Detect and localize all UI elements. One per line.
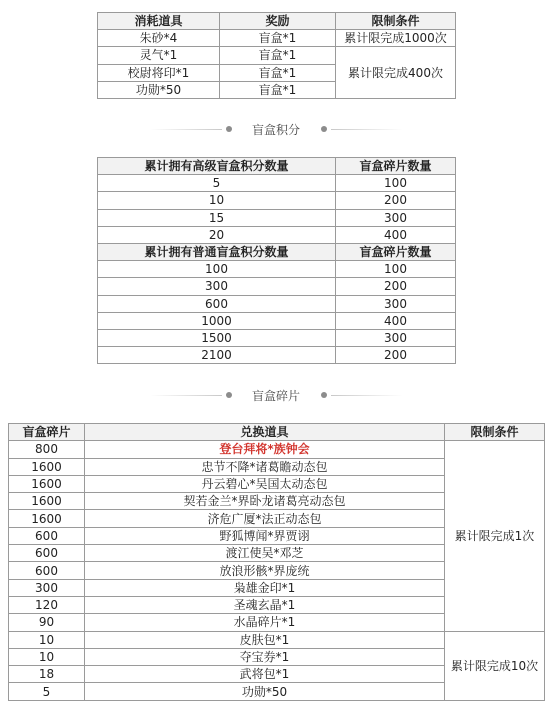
exchange-item-cell: 放浪形骸*界庞统 <box>85 562 445 579</box>
points-cell: 2100 <box>98 347 336 364</box>
fragment-cell: 200 <box>336 347 456 364</box>
divider-dot-icon <box>321 392 327 398</box>
header-limit: 限制条件 <box>336 13 456 30</box>
fragment-cell: 400 <box>336 226 456 243</box>
divider-line-left <box>150 395 222 396</box>
consume-reward-table <box>97 12 456 99</box>
fragment-cell: 200 <box>336 278 456 295</box>
cost-cell: 1600 <box>9 493 85 510</box>
divider-line-right <box>331 395 403 396</box>
header-fragment-count: 盲盒碎片数量 <box>336 158 456 175</box>
header-advanced-points: 累计拥有高级盲盒积分数量 <box>98 158 336 175</box>
points-cell: 300 <box>98 278 336 295</box>
header-fragment-count: 盲盒碎片数量 <box>336 243 456 260</box>
exchange-item-cell: 济危广厦*法正动态包 <box>85 510 445 527</box>
table-row <box>98 209 456 226</box>
fragment-cell: 300 <box>336 209 456 226</box>
section-divider-fragments <box>0 386 551 406</box>
fragment-cell: 300 <box>336 329 456 346</box>
table-row <box>98 278 456 295</box>
consume-item-cell: 朱砂*4 <box>98 30 220 47</box>
header-normal-points: 累计拥有普通盲盒积分数量 <box>98 243 336 260</box>
section-title: 盲盒积分 <box>251 123 300 137</box>
exchange-item-cell: 圣魂玄晶*1 <box>85 596 445 613</box>
exchange-item-cell: 渡江使吴*邓芝 <box>85 545 445 562</box>
reward-cell: 盲盒*1 <box>220 30 336 47</box>
points-cell: 600 <box>98 295 336 312</box>
consume-item-cell: 功勋*50 <box>98 81 220 98</box>
consume-item-cell: 校尉将印*1 <box>98 64 220 81</box>
exchange-item-cell: 契若金兰*界卧龙诸葛亮动态包 <box>85 493 445 510</box>
consume-item-cell: 灵气*1 <box>98 47 220 64</box>
divider-line-left <box>150 129 222 130</box>
exchange-item-cell: 枭雄金印*1 <box>85 579 445 596</box>
exchange-item-cell-highlight: 登台拜将*族钟会 <box>85 441 445 458</box>
fragment-exchange-table <box>8 423 545 701</box>
fragment-cell: 400 <box>336 312 456 329</box>
fragment-cell: 200 <box>336 192 456 209</box>
cost-cell: 10 <box>9 631 85 648</box>
points-cell: 1000 <box>98 312 336 329</box>
header-reward: 奖励 <box>220 13 336 30</box>
divider-line-right <box>331 129 403 130</box>
reward-cell: 盲盒*1 <box>220 64 336 81</box>
points-cell: 10 <box>98 192 336 209</box>
cost-cell: 120 <box>9 596 85 613</box>
reward-cell: 盲盒*1 <box>220 81 336 98</box>
cost-cell: 600 <box>9 527 85 544</box>
header-limit: 限制条件 <box>445 424 545 441</box>
table-row <box>98 192 456 209</box>
points-cell: 5 <box>98 175 336 192</box>
cost-cell: 300 <box>9 579 85 596</box>
table-header-row <box>98 13 456 30</box>
table-row <box>9 441 545 458</box>
table-row <box>98 47 456 64</box>
cost-cell: 600 <box>9 545 85 562</box>
table-row <box>98 261 456 278</box>
exchange-item-cell: 野狐博闻*界贾诩 <box>85 527 445 544</box>
table-row <box>98 175 456 192</box>
table-header-row <box>98 158 456 175</box>
exchange-item-cell: 水晶碎片*1 <box>85 614 445 631</box>
limit-cell: 累计限完成10次 <box>445 631 545 700</box>
limit-cell: 累计限完成400次 <box>336 47 456 99</box>
header-exchange-item: 兑换道具 <box>85 424 445 441</box>
table-row <box>98 30 456 47</box>
reward-cell: 盲盒*1 <box>220 47 336 64</box>
cost-cell: 600 <box>9 562 85 579</box>
cost-cell: 18 <box>9 666 85 683</box>
cost-cell: 5 <box>9 683 85 700</box>
table-row <box>98 295 456 312</box>
table-row <box>98 312 456 329</box>
exchange-item-cell: 皮肤包*1 <box>85 631 445 648</box>
header-consume-item: 消耗道具 <box>98 13 220 30</box>
exchange-item-cell: 功勋*50 <box>85 683 445 700</box>
fragment-cell: 100 <box>336 261 456 278</box>
divider-dot-icon <box>321 126 327 132</box>
exchange-item-cell: 夺宝券*1 <box>85 648 445 665</box>
cost-cell: 800 <box>9 441 85 458</box>
points-cell: 20 <box>98 226 336 243</box>
cost-cell: 1600 <box>9 475 85 492</box>
table-row <box>98 226 456 243</box>
points-cell: 100 <box>98 261 336 278</box>
table-row <box>98 329 456 346</box>
points-cell: 15 <box>98 209 336 226</box>
cost-cell: 90 <box>9 614 85 631</box>
exchange-item-cell: 忠节不降*诸葛瞻动态包 <box>85 458 445 475</box>
limit-cell: 累计限完成1次 <box>445 441 545 631</box>
points-cell: 1500 <box>98 329 336 346</box>
table-row <box>98 347 456 364</box>
exchange-item-cell: 武将包*1 <box>85 666 445 683</box>
cost-cell: 10 <box>9 648 85 665</box>
fragment-cell: 100 <box>336 175 456 192</box>
cost-cell: 1600 <box>9 510 85 527</box>
section-title: 盲盒碎片 <box>251 389 300 403</box>
section-divider-points <box>0 120 551 140</box>
limit-cell: 累计限完成1000次 <box>336 30 456 47</box>
cost-cell: 1600 <box>9 458 85 475</box>
table-header-row <box>9 424 545 441</box>
table-row <box>9 631 545 648</box>
exchange-item-cell: 丹云碧心*吴国太动态包 <box>85 475 445 492</box>
table-header-row <box>98 243 456 260</box>
fragment-cell: 300 <box>336 295 456 312</box>
header-fragment-cost: 盲盒碎片 <box>9 424 85 441</box>
points-table <box>97 157 456 364</box>
